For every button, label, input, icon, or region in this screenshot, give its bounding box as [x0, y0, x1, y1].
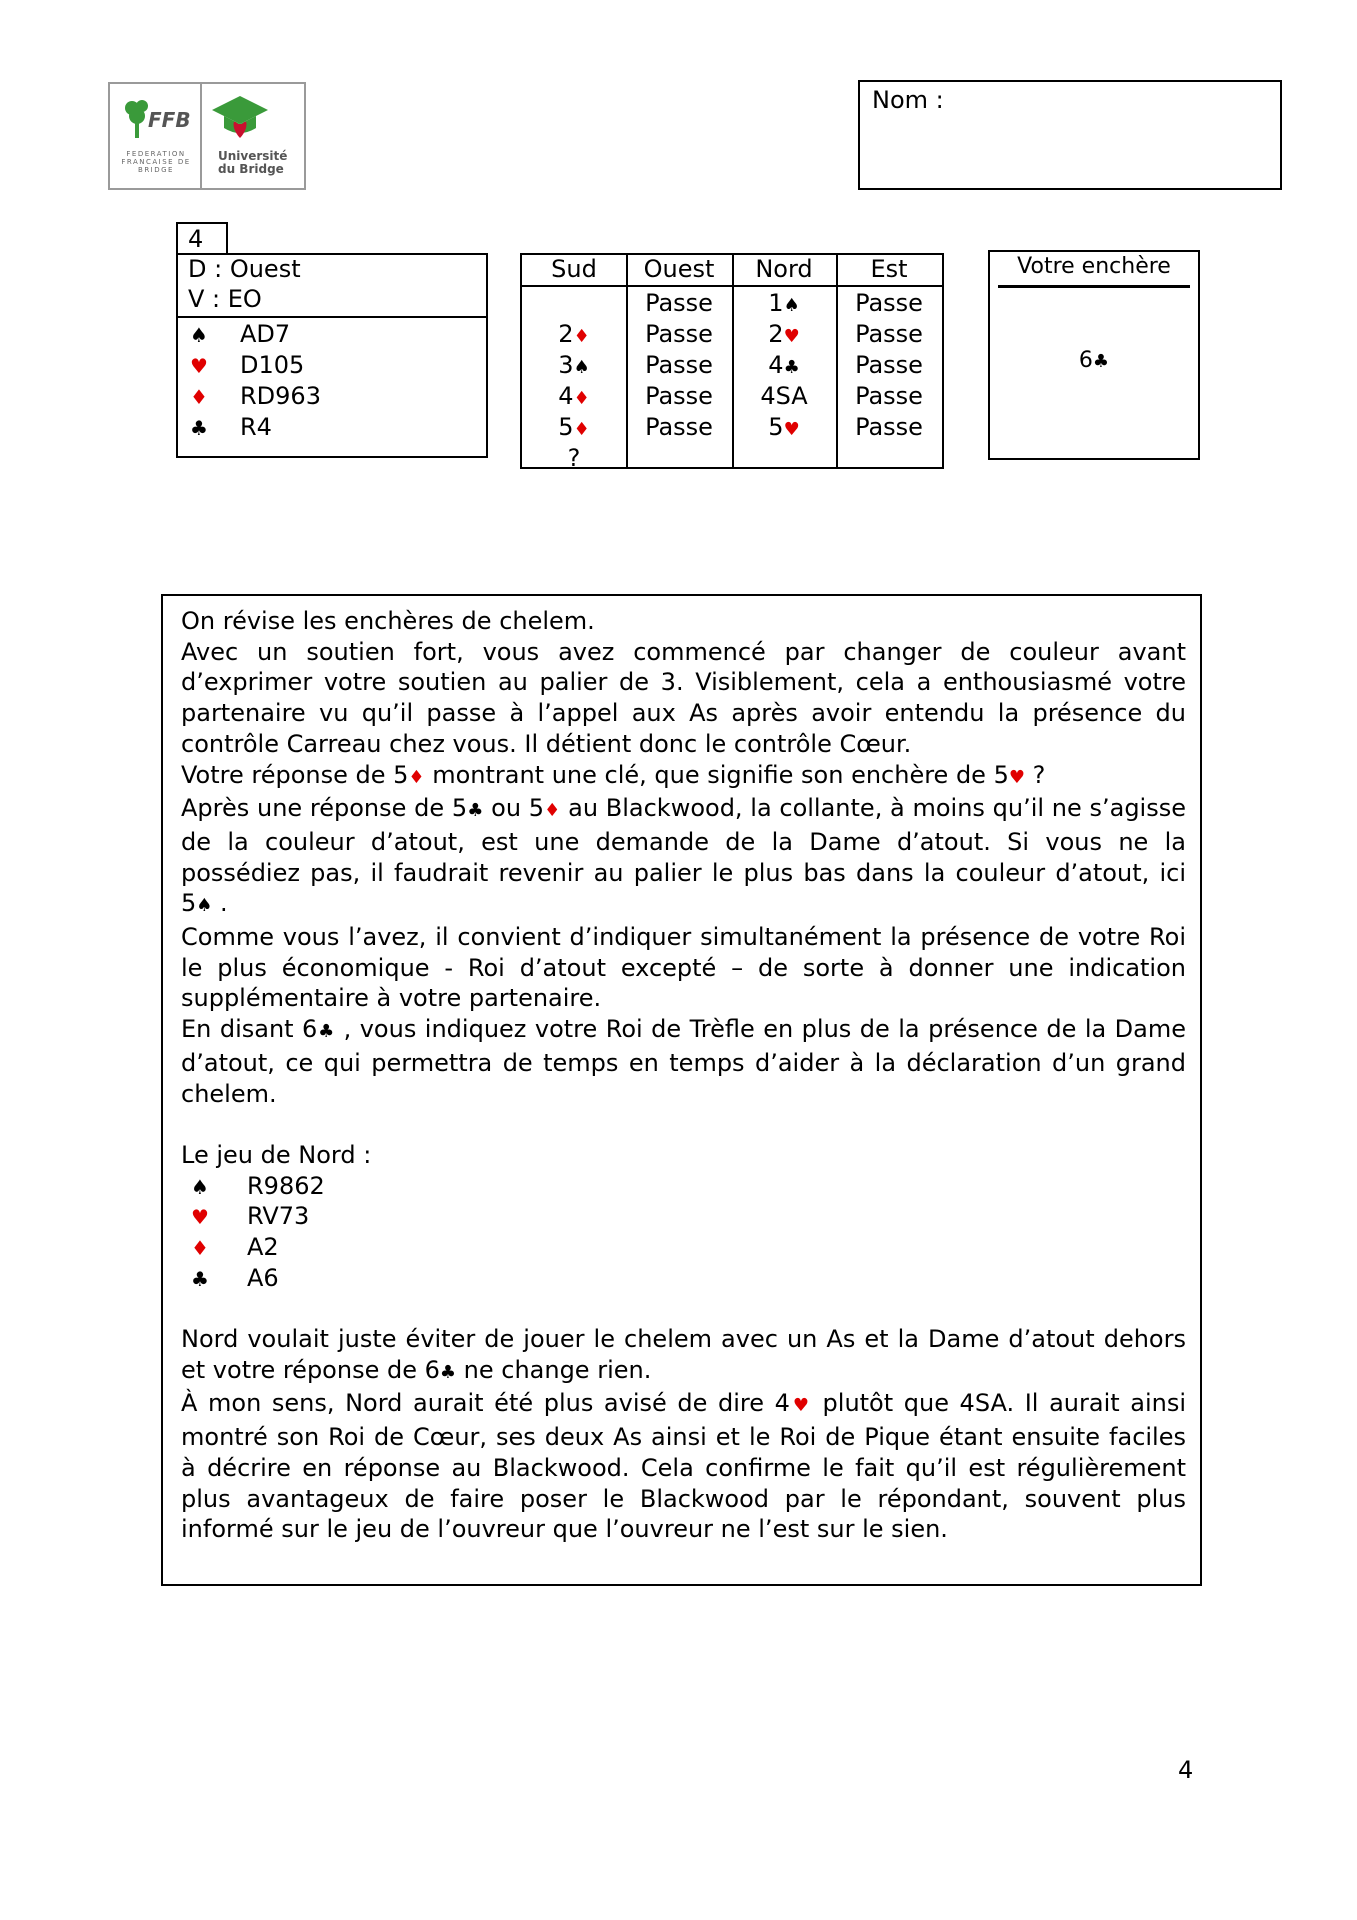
- north-suit-diamonds: [181, 1232, 1186, 1263]
- bid-label: Passe: [645, 413, 713, 441]
- ffb-universite-logo: [108, 82, 306, 190]
- bid-cell: [732, 319, 836, 350]
- bid-label: Passe: [645, 289, 713, 317]
- blank-line: [181, 1109, 1186, 1140]
- bid-cell: [732, 288, 836, 319]
- hand-suit-spades: [190, 319, 290, 349]
- bid-cell: [522, 350, 626, 381]
- bid-label: 5: [558, 413, 574, 441]
- north-cards-hearts: RV73: [247, 1202, 310, 1231]
- bid-label: 5: [768, 413, 784, 441]
- commentary-paragraph: [181, 760, 1186, 794]
- page-number: 4: [1178, 1756, 1194, 1784]
- vulnerability-line: V : EO: [188, 285, 262, 313]
- answer-bid-level: 6: [1078, 348, 1093, 373]
- bid-label: Passe: [645, 382, 713, 410]
- bid-cell: [522, 443, 626, 474]
- hand-cards-diamonds: RD963: [240, 382, 321, 410]
- ffb-logo-text: FFB: [148, 108, 191, 132]
- text-span: , vous indiquez votre Roi de Trèfle en plus de la présence de la Dame d’atout, ce qui permettra de temps en temps d’aider à la déclaration d’un grand chelem.: [181, 1015, 1186, 1108]
- dealer-line: D : Ouest: [188, 255, 301, 283]
- bid-label: Passe: [855, 351, 923, 379]
- spade-icon: ♠: [190, 323, 208, 347]
- spade-icon: ♠: [191, 1174, 209, 1199]
- text-span: En disant 6: [181, 1015, 318, 1044]
- heart-icon: ♥: [783, 419, 800, 440]
- north-suit-clubs: [181, 1263, 1186, 1294]
- north-suit-spades: [181, 1171, 1186, 1202]
- bid-label: Passe: [855, 320, 923, 348]
- diamond-icon: ♦: [573, 326, 590, 347]
- diamond-icon: ♦: [544, 800, 561, 822]
- club-icon: ♣: [1092, 351, 1110, 372]
- bidding-header-nord: Nord: [755, 255, 813, 283]
- bid-label: Passe: [855, 289, 923, 317]
- hand-suit-hearts: [190, 350, 304, 380]
- text-span: ?: [1025, 760, 1046, 789]
- bid-cell: [732, 350, 836, 381]
- north-cards-clubs: A6: [247, 1263, 279, 1292]
- graduation-cap-icon: [210, 94, 270, 148]
- bidding-header-sud: Sud: [551, 255, 597, 283]
- bid-label: 3: [558, 351, 574, 379]
- diamond-icon: ♦: [573, 388, 590, 409]
- text-span: Votre réponse de 5: [181, 760, 409, 789]
- bid-label: 1: [768, 289, 784, 317]
- north-cards-spades: R9862: [247, 1171, 325, 1200]
- text-span: Nord voulait juste éviter de jouer le chelem avec un As et la Dame d’atout dehors et votre réponse de 6: [181, 1325, 1186, 1384]
- heart-icon: ♥: [789, 1395, 812, 1417]
- club-icon: ♣: [783, 357, 800, 378]
- hand-suit-clubs: [190, 412, 272, 442]
- text-span: montrant une clé, que signifie son enchère de 5: [424, 760, 1009, 789]
- heart-icon: ♥: [1008, 766, 1025, 788]
- bid-label: 4SA: [760, 382, 808, 410]
- text-span: ne change rien.: [456, 1355, 652, 1384]
- hand-suit-diamonds: [190, 381, 321, 411]
- text-span: .: [212, 889, 228, 918]
- deal-number: 4: [176, 222, 228, 254]
- text-span: Après une réponse de 5: [181, 794, 468, 823]
- bid-label: Passe: [645, 351, 713, 379]
- text-span: ou 5: [483, 794, 545, 823]
- universite-line2: du Bridge: [218, 162, 284, 176]
- bid-cell: [836, 288, 942, 319]
- bid-label: Passe: [855, 413, 923, 441]
- bid-label: Passe: [645, 320, 713, 348]
- hand-cards-clubs: R4: [240, 413, 272, 441]
- diamond-icon: ♦: [190, 385, 208, 409]
- commentary-paragraph: Avec un soutien fort, vous avez commencé par changer de couleur avant d’exprimer votre soutien au palier de 3. Visiblement, cela a enthousiasmé votre partenaire vu qu’il passe à l’appel aux As après avoir entendu la présence du contrôle Carreau chez vous. Il détient donc le contrôle Cœur.: [181, 637, 1186, 758]
- hand-box: [176, 253, 488, 458]
- name-field[interactable]: [858, 80, 1282, 190]
- club-icon: ♣: [439, 1361, 457, 1383]
- bid-cell: [626, 350, 732, 381]
- bid-cell: [836, 412, 942, 443]
- diamond-icon: ♦: [408, 766, 425, 788]
- bid-cell: [836, 319, 942, 350]
- heart-icon: ♥: [190, 354, 208, 378]
- universite-logo-text: [218, 150, 287, 176]
- commentary-paragraph: On révise les enchères de chelem.: [181, 607, 595, 635]
- commentary-paragraph: [181, 1014, 1186, 1109]
- bid-label: 2: [768, 320, 784, 348]
- hand-separator: [178, 316, 486, 318]
- north-cards-diamonds: A2: [247, 1233, 279, 1262]
- bid-label: ?: [567, 444, 581, 472]
- club-icon: ♣: [191, 1266, 209, 1291]
- club-icon: ♣: [467, 800, 484, 822]
- bid-cell: [732, 381, 836, 412]
- bid-cell: [836, 381, 942, 412]
- club-icon: ♣: [190, 416, 208, 440]
- commentary-paragraph: [181, 1324, 1186, 1388]
- text-span: au Blackwood, la collante, à moins qu’il ne s’agisse de la couleur d’atout, est une demande de la Dame d’atout. Si vous ne la possédiez pas, il faudrait revenir au palier le plus bas dans la couleur d’atout, ici 5: [181, 794, 1186, 918]
- hand-cards-hearts: D105: [240, 351, 305, 379]
- spade-icon: ♠: [196, 895, 213, 917]
- commentary-box: [161, 594, 1202, 1586]
- answer-box: [988, 250, 1200, 460]
- heart-icon: ♥: [783, 326, 800, 347]
- spade-icon: ♠: [573, 357, 590, 378]
- commentary-paragraph: [181, 793, 1186, 922]
- spade-icon: ♠: [783, 295, 800, 316]
- bid-label: 4: [768, 351, 784, 379]
- commentary-text: [181, 606, 1186, 1545]
- bid-cell: [836, 350, 942, 381]
- bid-label: Passe: [855, 382, 923, 410]
- bid-cell: [626, 319, 732, 350]
- bidding-header-est: Est: [870, 255, 908, 283]
- name-label: Nom :: [872, 86, 944, 114]
- logo-divider: [200, 84, 202, 188]
- heart-icon: ♥: [191, 1205, 209, 1230]
- bidding-table: [520, 253, 944, 472]
- bid-cell: [522, 319, 626, 350]
- hand-cards-spades: AD7: [240, 320, 291, 348]
- ffb-logo-subtitle: FEDERATION FRANCAISE DE BRIDGE: [121, 150, 191, 174]
- universite-line1: Université: [218, 149, 288, 163]
- bid-cell: [522, 381, 626, 412]
- answer-bid: [990, 348, 1198, 373]
- bid-cell: [626, 381, 732, 412]
- bid-label: 2: [558, 320, 574, 348]
- bidding-header-ouest: Ouest: [643, 255, 715, 283]
- bid-cell: [732, 412, 836, 443]
- north-suit-hearts: [181, 1201, 1186, 1232]
- bid-label: 4: [558, 382, 574, 410]
- answer-underline: [998, 285, 1190, 288]
- text-span: plutôt que 4SA. Il aurait ainsi montré son Roi de Cœur, ses deux As ainsi et le Roi de Pique étant ensuite faciles à décrire en réponse au Blackwood. Cela confirme le fait qu’il est régulièrement plus avantageux de faire poser le Blackwood par le répondant, souvent plus informé sur le jeu de l’ouvreur que l’ouvreur ne l’est sur le sien.: [181, 1389, 1186, 1544]
- commentary-paragraph: Comme vous l’avez, il convient d’indiquer simultanément la présence de votre Roi le plus économique - Roi d’atout excepté – de sorte à donner une indication supplémentaire à votre partenaire.: [181, 923, 1186, 1013]
- bid-cell: [626, 288, 732, 319]
- bid-cell: [522, 412, 626, 443]
- diamond-icon: ♦: [191, 1236, 209, 1261]
- club-icon: ♣: [317, 1021, 336, 1043]
- north-hand-title: Le jeu de Nord :: [181, 1140, 372, 1169]
- commentary-paragraph: [181, 1388, 1186, 1545]
- diamond-icon: ♦: [573, 419, 590, 440]
- text-span: À mon sens, Nord aurait été plus avisé de dire 4: [181, 1389, 790, 1418]
- bid-cell: [626, 412, 732, 443]
- blank-line: [181, 1293, 1186, 1324]
- answer-title: Votre enchère: [1017, 254, 1171, 279]
